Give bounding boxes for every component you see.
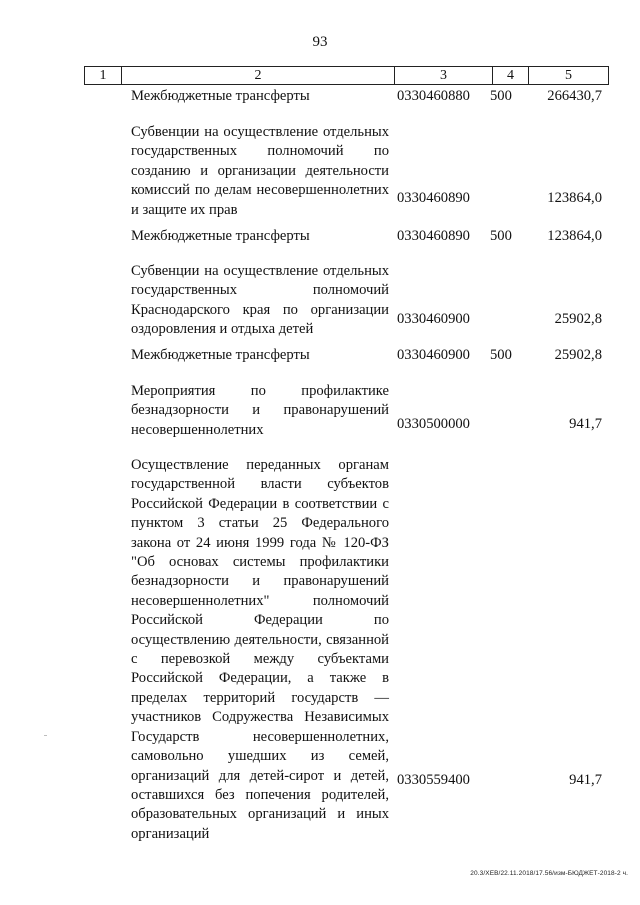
table-row bbox=[0, 227, 640, 247]
footer-stamp: 20.3/ХЕВ/22.11.2018/17.56/изм-БЮДЖЕТ-2018-2 ч. bbox=[470, 870, 628, 877]
row-amount: 25902,8 bbox=[554, 311, 602, 327]
row-amount: 941,7 bbox=[569, 772, 602, 788]
row-name: Субвенции на осуществление отдельных государственных полномочий Краснодарского края по организации оздоровления и отдыха детей bbox=[131, 263, 389, 338]
row-name: Субвенции на осуществление отдельных государственных полномочий по созданию и организации деятельности комиссий по делам несовершеннолетних и защите их прав bbox=[131, 124, 389, 218]
table-row bbox=[0, 87, 640, 107]
row-amount: 123864,0 bbox=[547, 190, 602, 206]
row-code: 0330559400 bbox=[397, 772, 470, 788]
row-name: Межбюджетные трансферты bbox=[131, 347, 310, 363]
table-row bbox=[0, 262, 640, 342]
row-name: Осуществление переданных органам государственной власти субъектов Российской Федерации в соответствии с пунктом 3 статьи 25 Федерального закона от 24 июня 1999 года № 120-ФЗ "Об основах системы профилактики безнадзорности и правонарушений несовершеннолетних" полномочий Российской Федерации по осуществлению деятельности, связанной с перевозкой между субъектами Российской Федерации, а также в пределах территорий государств — участников Содружества Независимых Государств несовершеннолетних, самовольно ушедших из семей, организаций для детей-сирот и детей, оставшихся без попечения родителей, образовательных организаций и иных организаций bbox=[131, 457, 389, 842]
row-type: 500 bbox=[490, 347, 512, 363]
row-type: 500 bbox=[490, 228, 512, 244]
table-row bbox=[0, 456, 640, 842]
column-header-3: 3 bbox=[395, 67, 493, 85]
table-row bbox=[0, 382, 640, 442]
row-code: 0330460900 bbox=[397, 311, 470, 327]
row-amount: 941,7 bbox=[569, 416, 602, 432]
row-name: Межбюджетные трансферты bbox=[131, 228, 310, 244]
row-name: Мероприятия по профилактике безнадзорности и правонарушений несовершеннолетних bbox=[131, 383, 389, 438]
row-code: 0330460890 bbox=[397, 190, 470, 206]
row-type: 500 bbox=[490, 88, 512, 104]
row-amount: 25902,8 bbox=[554, 347, 602, 363]
row-code: 0330460880 bbox=[397, 88, 470, 104]
table-row bbox=[0, 346, 640, 366]
column-header-5: 5 bbox=[529, 67, 609, 85]
column-header-row bbox=[85, 67, 609, 85]
page-number: 93 bbox=[312, 34, 328, 50]
row-amount: 123864,0 bbox=[547, 228, 602, 244]
row-code: 0330460890 bbox=[397, 228, 470, 244]
column-header-4: 4 bbox=[493, 67, 529, 85]
margin-mark bbox=[44, 735, 47, 736]
row-code: 0330500000 bbox=[397, 416, 470, 432]
column-header-table bbox=[84, 66, 609, 85]
table-row bbox=[0, 123, 640, 223]
row-amount: 266430,7 bbox=[547, 88, 602, 104]
column-header-2: 2 bbox=[122, 67, 395, 85]
row-name: Межбюджетные трансферты bbox=[131, 88, 310, 104]
column-header-1: 1 bbox=[85, 67, 122, 85]
row-code: 0330460900 bbox=[397, 347, 470, 363]
